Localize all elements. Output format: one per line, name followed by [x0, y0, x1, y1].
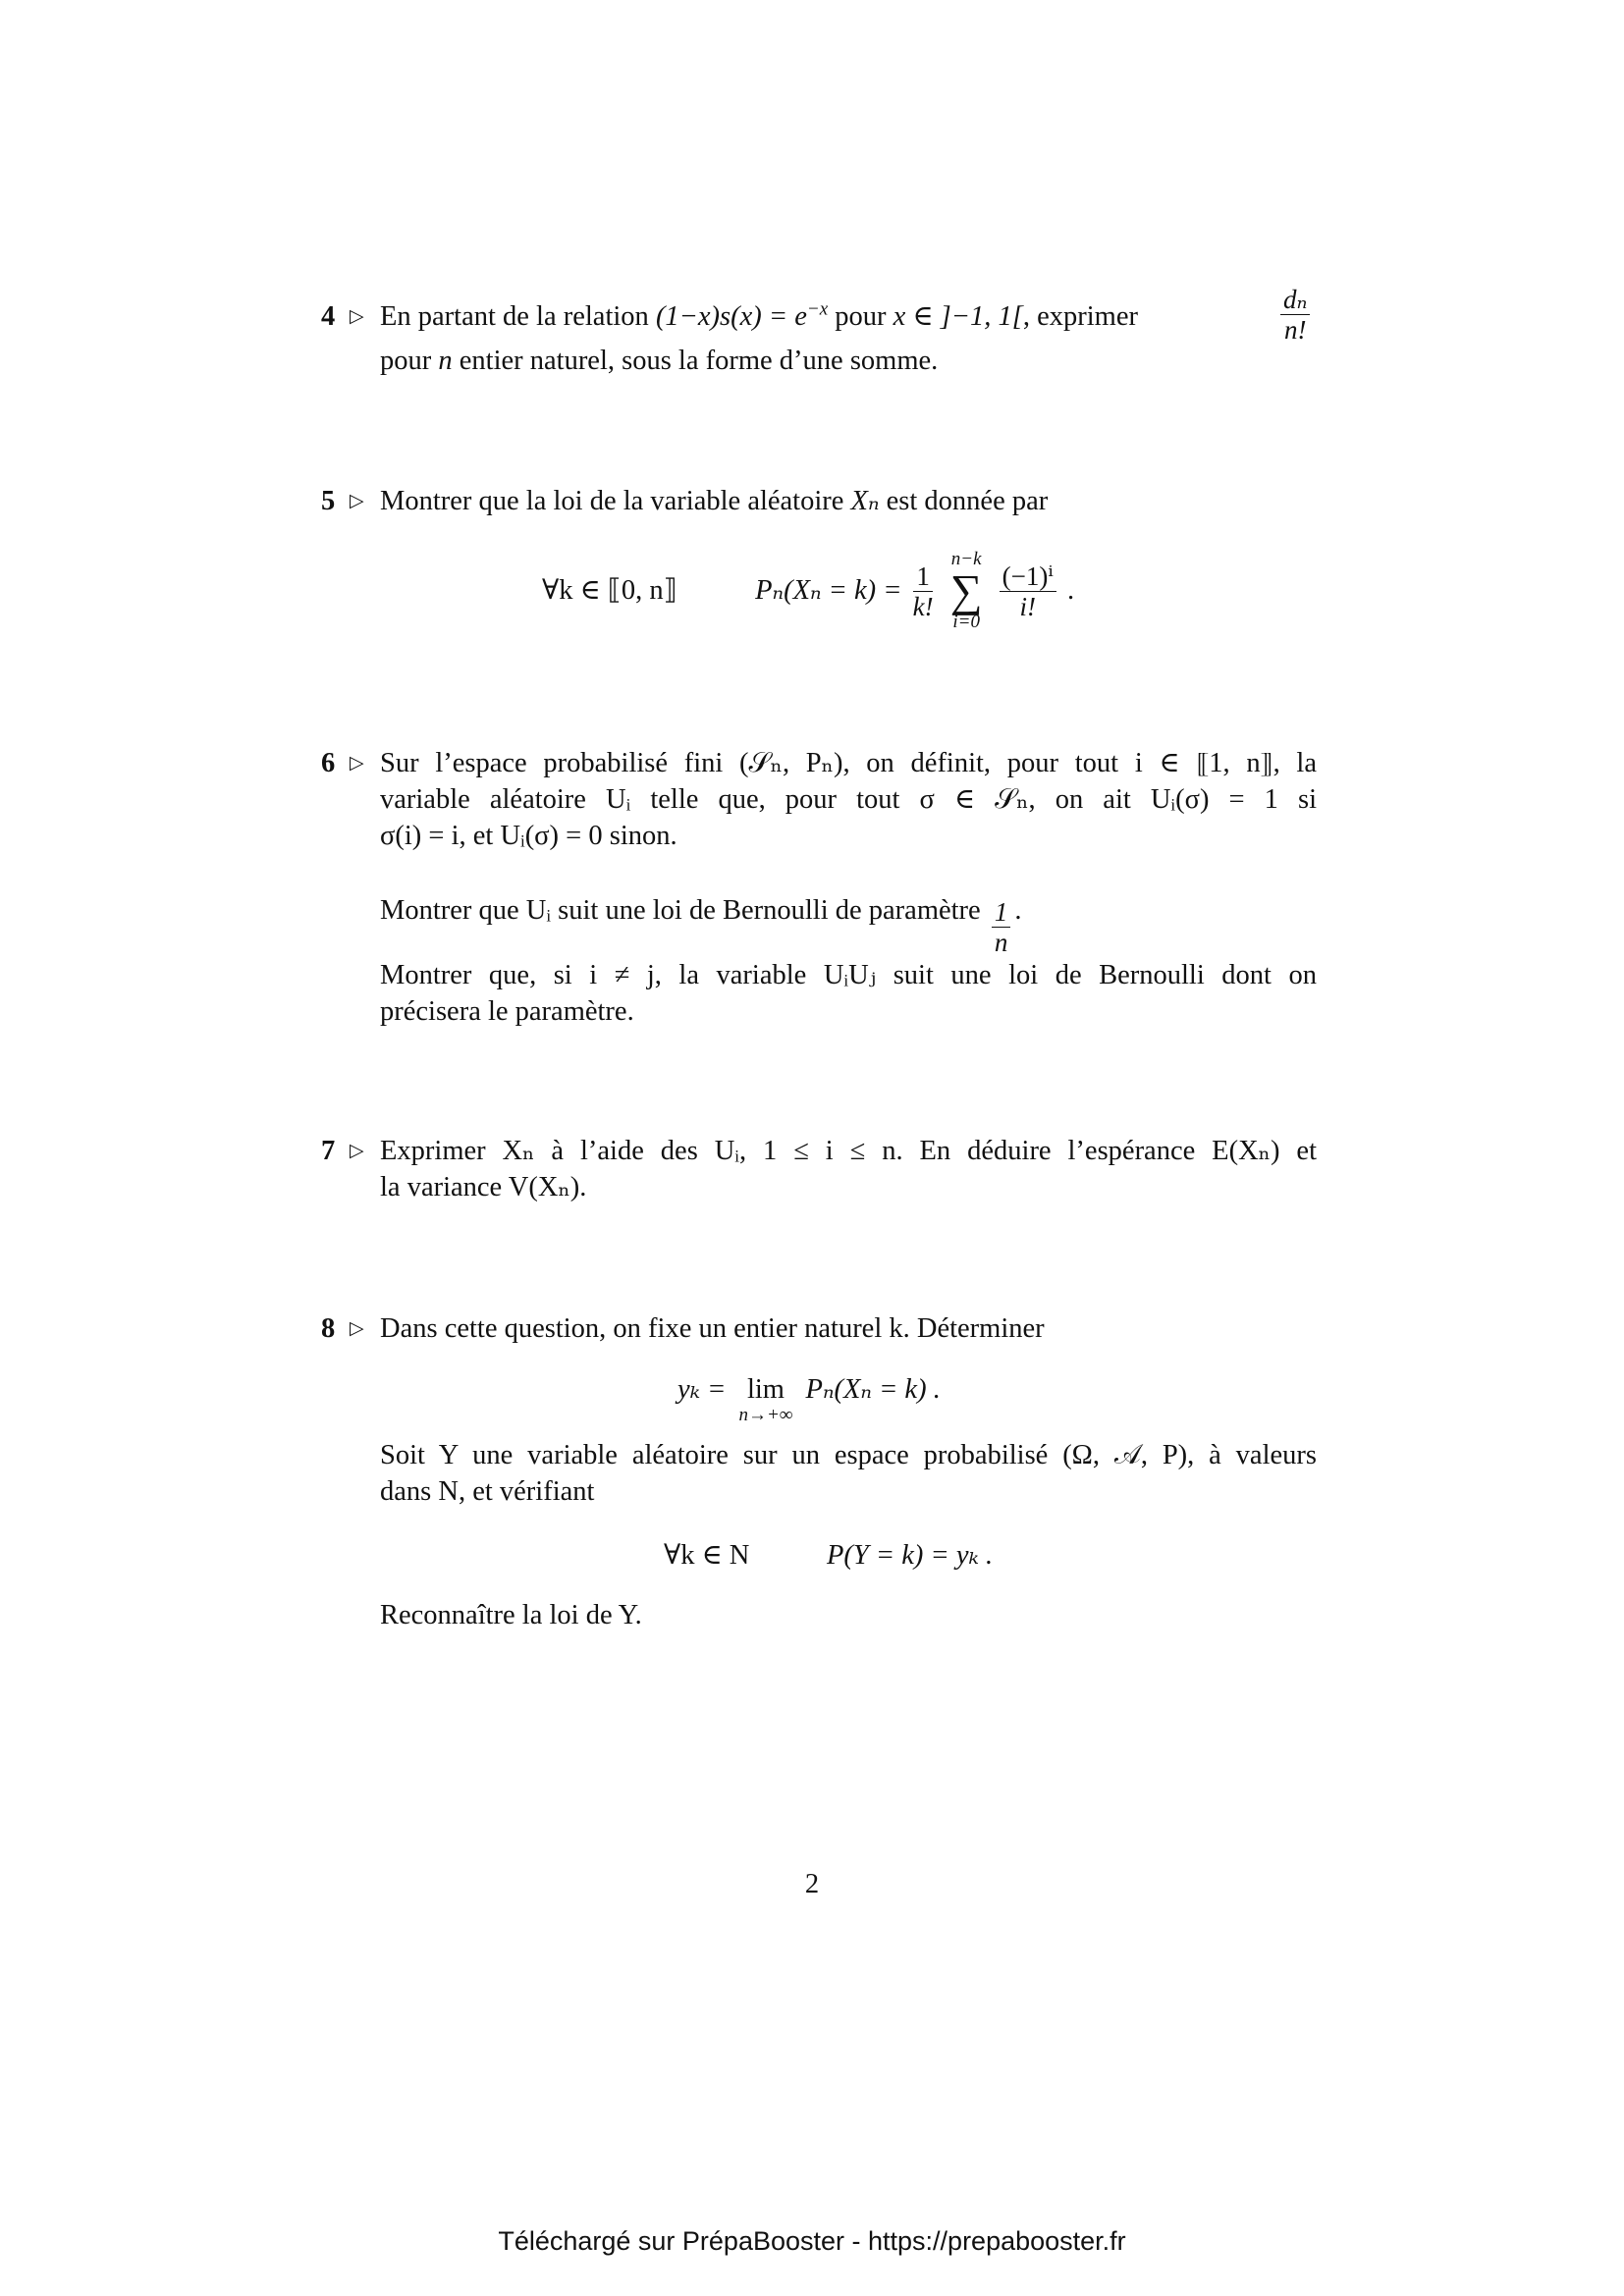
- math-relation: [655, 298, 829, 332]
- question-number: 7: [321, 1136, 336, 1166]
- sum-lower-bound: i=0: [952, 612, 980, 632]
- question-number: 8: [321, 1313, 336, 1344]
- fraction-dn-over-nfact: [1280, 285, 1310, 345]
- fraction-numerator: 1: [913, 561, 933, 592]
- formula-equation: P(Y = k) = yₖ .: [827, 1540, 994, 1571]
- text: entier naturel, sous la forme d’une somme.: [452, 346, 939, 376]
- quantifier: ∀k ∈ N: [664, 1540, 750, 1571]
- formula-rhs: Pₙ(Xₙ = k) .: [805, 1374, 941, 1405]
- fraction-1-over-n: [992, 897, 1011, 957]
- limit-operator: [739, 1372, 793, 1423]
- fraction-term: [1000, 561, 1056, 621]
- quantifier: ∀k ∈ ⟦0, n⟧: [542, 575, 677, 606]
- question-text-line: Dans cette question, on fixe un entier naturel k. Déterminer: [380, 1313, 1045, 1344]
- triangle-marker-icon: ▷: [350, 306, 364, 327]
- fraction-denominator: k!: [912, 591, 934, 621]
- text: Montrer que la loi de la variable aléatoire: [380, 486, 851, 516]
- triangle-marker-icon: ▷: [350, 753, 364, 774]
- lim-subscript: n→+∞: [738, 1405, 793, 1425]
- text: En partant de la relation: [380, 301, 656, 332]
- sigma-symbol: ∑: [949, 565, 983, 615]
- fraction-numerator: 1: [992, 897, 1011, 928]
- question-text-line: Sur l’espace probabilisé fini (𝒮ₙ, Pₙ), on définit, pour tout i ∈ ⟦1, n⟧, la: [380, 748, 1317, 778]
- text: est donnée par: [879, 486, 1049, 516]
- question-text-line: dans N, et vérifiant: [380, 1476, 595, 1507]
- question-text-line: σ(i) = i, et Uᵢ(σ) = 0 sinon.: [380, 821, 677, 851]
- fraction-denominator: n: [994, 928, 1008, 957]
- triangle-marker-icon: ▷: [350, 1141, 364, 1161]
- text: , exprimer: [1022, 301, 1138, 332]
- footer-download-notice: Téléchargé sur PrépaBooster - https://prepabooster.fr: [498, 2226, 1126, 2256]
- question-text-line: [380, 484, 1048, 519]
- fraction-denominator: i!: [1019, 591, 1036, 621]
- fraction-numerator: (−1)ⁱ: [1000, 561, 1056, 592]
- text: pour: [380, 346, 439, 376]
- question-number: 4: [321, 301, 336, 332]
- text: Montrer que Uᵢ suit une loi de Bernoulli de paramètre: [380, 895, 988, 926]
- fraction-denominator: n!: [1283, 315, 1307, 345]
- sum-upper-bound: n−k: [950, 549, 982, 569]
- question-text-line: la variance V(Xₙ).: [380, 1172, 587, 1202]
- question-text-line: Reconnaître la loi de Y.: [380, 1600, 642, 1630]
- math: Xₙ: [850, 486, 880, 516]
- question-text-line: [380, 299, 1138, 335]
- display-limit-formula: [677, 1372, 941, 1423]
- question-text-line: Soit Y une variable aléatoire sur un espace probabilisé (Ω, 𝒜, P), à valeurs: [380, 1440, 1317, 1470]
- display-formula: [664, 1538, 993, 1574]
- question-text-line: variable aléatoire Uᵢ telle que, pour tout σ ∈ 𝒮ₙ, on ait Uᵢ(σ) = 1 si: [380, 784, 1317, 815]
- punctuation: .: [1014, 895, 1022, 926]
- question-paragraph: [380, 893, 1021, 957]
- question-number: 6: [321, 748, 336, 778]
- fraction-numerator: dₙ: [1280, 285, 1310, 315]
- triangle-marker-icon: ▷: [350, 1318, 364, 1339]
- question-text-line: [380, 344, 938, 379]
- page-number: 2: [804, 1869, 820, 1899]
- text: pour: [828, 301, 893, 332]
- math-exponent: −x: [806, 298, 829, 320]
- punctuation: .: [1066, 575, 1075, 606]
- question-text-line: Exprimer Xₙ à l’aide des Uᵢ, 1 ≤ i ≤ n. En déduire l’espérance E(Xₙ) et: [380, 1136, 1317, 1166]
- summation: [950, 550, 983, 632]
- display-formula: [542, 550, 1074, 632]
- formula-lhs: Pₙ(Xₙ = k) =: [755, 575, 909, 606]
- question-text-line: Montrer que, si i ≠ j, la variable UᵢUⱼ suit une loi de Bernoulli dont on: [380, 960, 1317, 990]
- lim-text: lim: [746, 1374, 785, 1405]
- math-interval: x ∈ ]−1, 1[: [893, 301, 1023, 332]
- formula-lhs: yₖ =: [677, 1374, 733, 1405]
- question-number: 5: [321, 486, 336, 516]
- math: (1−x)s(x) = e: [655, 301, 807, 332]
- triangle-marker-icon: ▷: [350, 491, 364, 511]
- fraction-1-over-kfact: [913, 561, 934, 621]
- math: n: [438, 346, 453, 376]
- question-text-line: précisera le paramètre.: [380, 996, 634, 1027]
